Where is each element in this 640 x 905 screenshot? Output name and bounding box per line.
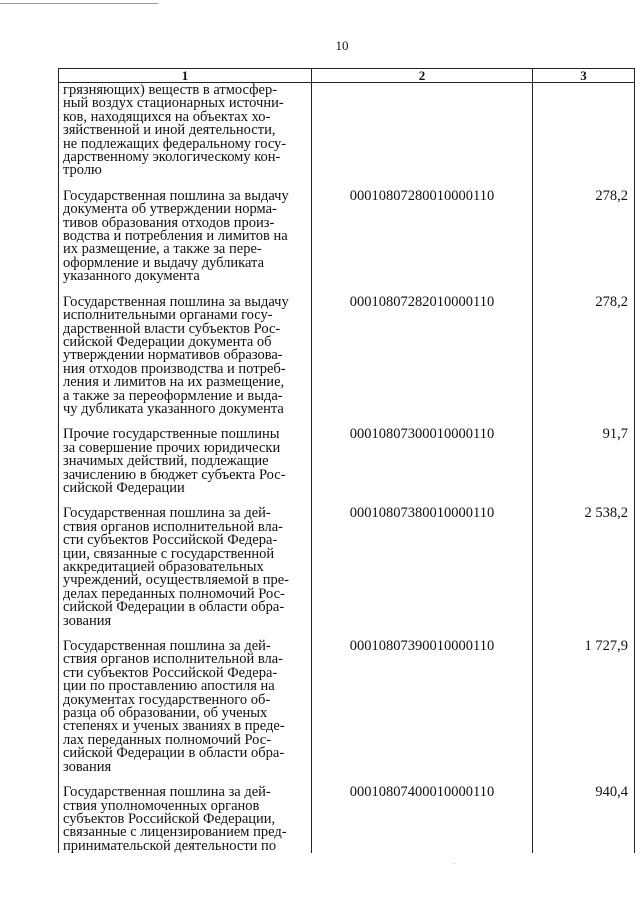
row-description: Прочие государственные пошлины за совершение прочих юридически значимых действий, подлежащие зачислению в бюджет субъекта Рос- сийской Федерации xyxy=(59,416,312,495)
table-row xyxy=(59,178,635,284)
row-description: Государственная пошлина за выдачу исполнительными органами госу- дарственной власти субъектов Рос- сийской Федерации документа об утверждении нормативов образова- ния отходов производства и потреб- ления и лимитов на их размещение, а также за переоформление и выда- чу дубликата указанного документа xyxy=(59,284,312,417)
row-code: 00010807282010000110 xyxy=(312,284,533,417)
row-amount xyxy=(533,83,635,178)
row-amount: 940,4 xyxy=(533,774,635,853)
row-description: Государственная пошлина за дей- ствия уполномоченных органов субъектов Российской Федерации, связанные с лицензированием пред- принимательской деятельности по xyxy=(59,774,312,853)
budget-table xyxy=(58,68,635,853)
top-rule xyxy=(0,3,158,4)
row-code: 00010807390010000110 xyxy=(312,628,533,774)
row-code xyxy=(312,83,533,178)
row-code: 00010807400010000110 xyxy=(312,774,533,853)
row-code: 00010807280010000110 xyxy=(312,178,533,284)
row-code: 00010807380010000110 xyxy=(312,495,533,628)
table-row xyxy=(59,495,635,628)
row-description: Государственная пошлина за выдачу документа об утверждении норма- тивов образования отходов произ- водства и потребления и лимитов на их размещение, а также за пере- оформление и выдачу дубликата указанного документа xyxy=(59,178,312,284)
header-row xyxy=(59,69,635,83)
header-col-3: 3 xyxy=(533,69,635,83)
table-row xyxy=(59,284,635,417)
table-row xyxy=(59,774,635,853)
row-code: 00010807300010000110 xyxy=(312,416,533,495)
row-description: Государственная пошлина за дей- ствия органов исполнительной вла- сти субъектов Российской Федера- ции по проставлению апостиля на документах государственного об- разца об образовании, об ученых степенях и ученых званиях в преде- лах переданных полномочий Рос- сийской Федерации в области обра- зования xyxy=(59,628,312,774)
row-amount: 278,2 xyxy=(533,284,635,417)
header-col-2: 2 xyxy=(312,69,533,83)
header-col-1: 1 xyxy=(59,69,312,83)
table-row xyxy=(59,628,635,774)
table-row xyxy=(59,83,635,178)
row-description: Государственная пошлина за дей- ствия органов исполнительной вла- сти субъектов Российской Федера- ции, связанные с государственной аккредитацией образовательных учреждений, осуществляемой в пре- делах переданных полномочий Рос- сийской Федерации в области обра- зования xyxy=(59,495,312,628)
table-row xyxy=(59,416,635,495)
row-amount: 2 538,2 xyxy=(533,495,635,628)
row-description: грязняющих) веществ в атмосфер- ный воздух стационарных источни- ков, находящихся на объектах хо- зяйственной и иной деятельности, не подлежащих федеральному госу- дарственному экологическому кон- тролю xyxy=(59,83,312,178)
row-amount: 1 727,9 xyxy=(533,628,635,774)
row-amount: 91,7 xyxy=(533,416,635,495)
row-amount: 278,2 xyxy=(533,178,635,284)
page-number: 10 xyxy=(335,38,349,53)
scan-speck xyxy=(454,863,455,864)
